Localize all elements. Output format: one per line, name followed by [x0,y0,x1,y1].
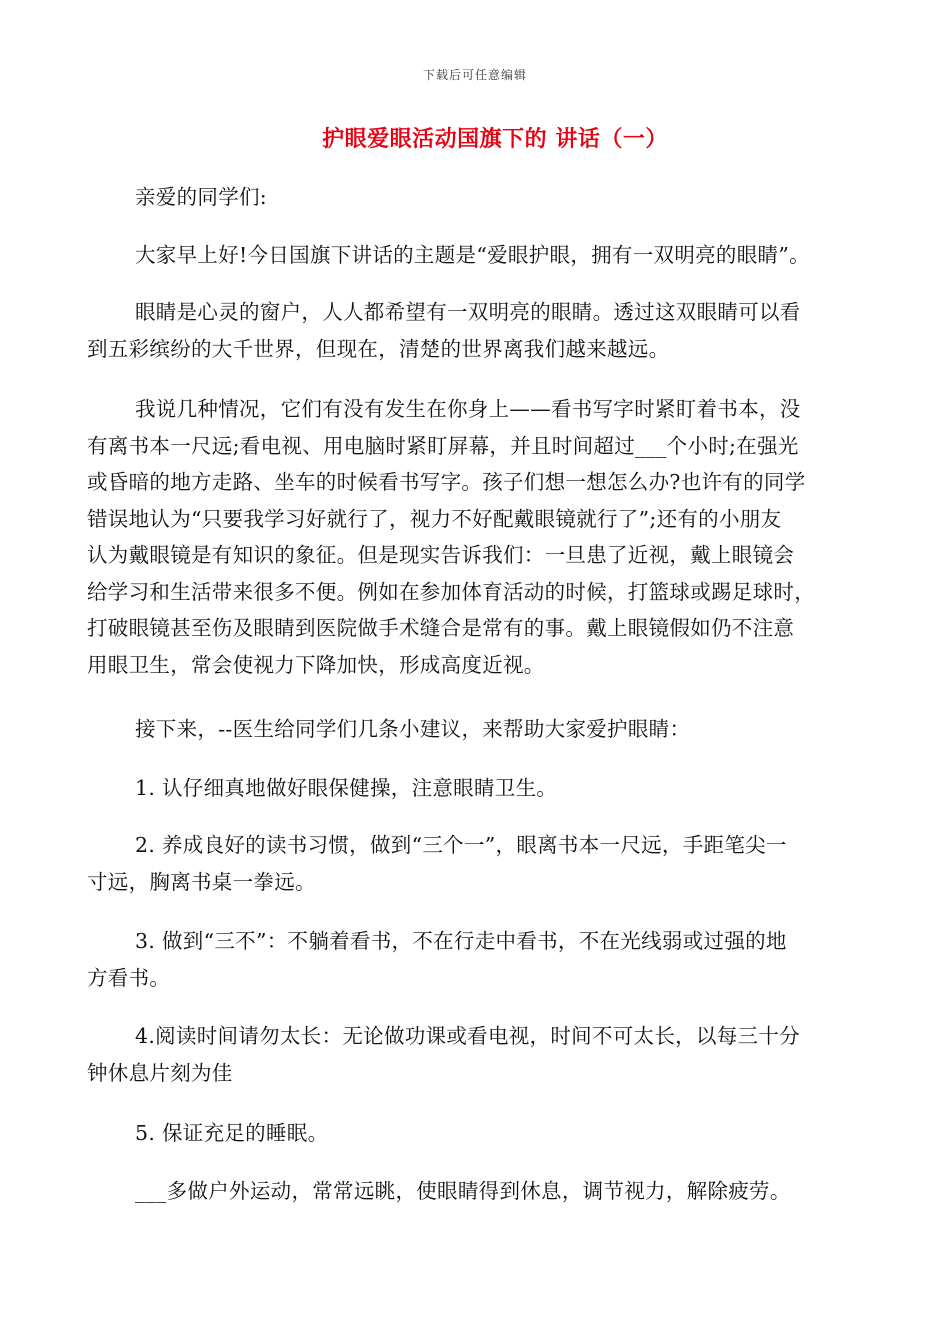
greeting [87,179,887,216]
suggestion-6 [87,1173,887,1210]
paragraph-3 [87,391,887,683]
suggestion-3-line-1: 3. 做到“三不”：不躺着看书，不在行走中看书，不在光线弱或过强的地 [135,929,787,953]
suggestion-6-line-1: ___多做户外运动，常常远眺，使眼睛得到休息，调节视力，解除疲劳。 [135,1179,791,1203]
suggestion-4-line-1: 4.阅读时间请勿太长：无论做功课或看电视，时间不可太长，以每三十分 [135,1024,800,1048]
paragraph-3-line-8: 用眼卫生，常会使视力下降加快，形成高度近视。 [87,652,545,677]
paragraph-3-line-4: 错误地认为“只要我学习好就行了，视力不好配戴眼镜就行了”;还有的小朋友 [87,506,782,531]
suggestion-4-line-2: 钟休息片刻为佳 [87,1060,233,1085]
suggestion-1-line-1: 1. 认仔细真地做好眼保健操，注意眼睛卫生。 [135,776,558,800]
paragraph-3-line-3: 或昏暗的地方走路、坐车的时候看书写字。孩子们想一想怎么办?也许有的同学 [87,470,806,494]
suggestion-3-line-2: 方看书。 [87,965,171,990]
suggestion-2 [87,827,887,900]
header-note: 下载后可任意编辑 [422,68,527,82]
paragraph-2-line-2: 到五彩缤纷的大千世界，但现在，清楚的世界离我们越来越远。 [87,336,670,361]
paragraph-3-line-7: 打破眼镜甚至伤及眼睛到医院做手术缝合是常有的事。戴上眼镜假如仍不注意 [87,616,795,640]
suggestion-5-line-1: 5. 保证充足的睡眠。 [135,1121,329,1145]
suggestion-2-line-1: 2. 养成良好的读书习惯，做到“三个一”，眼离书本一尺远，手距笔尖一 [135,833,787,857]
paragraph-3-line-2: 有离书本一尺远;看电视、用电脑时紧盯屏幕，并且时间超过___个小时;在强光 [87,433,799,458]
paragraph-4-line-1: 接下来，--医生给同学们几条小建议，来帮助大家爱护眼睛： [135,717,691,741]
paragraph-2 [87,294,887,367]
suggestion-4 [87,1018,887,1091]
suggestion-2-line-2: 寸远，胸离书桌一拳远。 [87,869,316,894]
suggestion-5 [87,1115,887,1152]
paragraph-4 [87,711,887,748]
paragraph-3-line-1: 我说几种情况，它们有没有发生在你身上——看书写字时紧盯着书本，没 [135,397,801,421]
suggestion-1 [87,770,887,807]
paragraph-3-line-5: 认为戴眼镜是有知识的象征。但是现实告诉我们：一旦患了近视，戴上眼镜会 [87,543,795,567]
greeting-line: 亲爱的同学们: [135,185,268,209]
paragraph-1 [87,237,887,274]
paragraph-2-line-1: 眼睛是心灵的窗户，人人都希望有一双明亮的眼睛。透过这双眼睛可以看 [135,300,801,324]
suggestion-3 [87,923,887,996]
document-title: 护眼爱眼活动国旗下的 讲话（一） [322,126,668,152]
paragraph-3-line-6: 给学习和生活带来很多不便。例如在参加体育活动的时候，打篮球或踢足球时， [87,579,815,604]
paragraph-1-line-1: 大家早上好!今日国旗下讲话的主题是“爱眼护眼，拥有一双明亮的眼睛”。 [135,243,810,267]
